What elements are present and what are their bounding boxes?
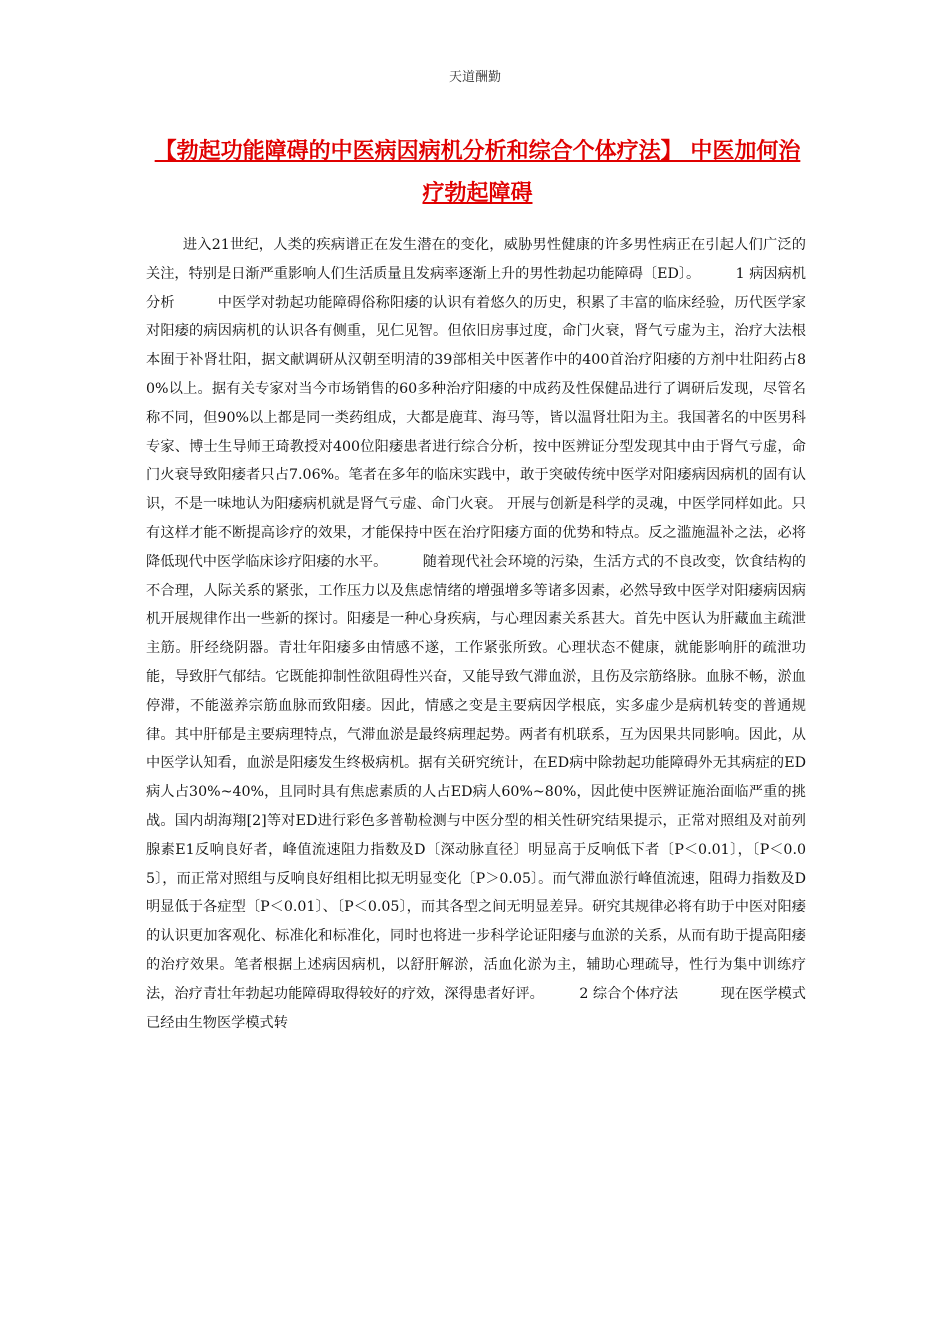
page-header: 天道酬勤 — [448, 70, 501, 85]
document-body: 进入21世纪，人类的疾病谱正在发生潜在的变化，威胁男性健康的许多男性病正在引起人们广泛的关注，特别是日渐严重影响人们生活质量且发病率逐渐上升的男性勃起功能障碍〔ED〕。 1 病因病机分析 中医学对勃起功能障碍俗称阳痿的认识有着悠久的历史，积累了丰富的临床经验，历代医学家对阳痿的病因病机的认识各有侧重，见仁见智。但依旧房事过度，命门火衰，肾气亏虚为主，治疗大法根本囿于补肾壮阳，据文献调研从汉朝至明清的39部相关中医著作中的400首治疗阳痿的方剂中壮阳药占80%以上。据有关专家对当今市场销售的60多种治疗阳痿的中成药及性保健品进行了调研后发现，尽管名称不同，但90%以上都是同一类药组成，大都是鹿茸、海马等，皆以温肾壮阳为主。我国著名的中医男科专家、博士生导师王琦教授对400位阳痿患者进行综合分析，按中医辨证分型发现其中由于肾气亏虚，命门火衰导致阳痿者只占7.06%。笔者在多年的临床实践中，敢于突破传统中医学对阳痿病因病机的固有认识，不是一味地认为阳痿病机就是肾气亏虚、命门火衰。 开展与创新是科学的灵魂，中医学同样如此。只有这样才能不断提高诊疗的效果，才能保持中医在治疗阳痿方面的优势和特点。反之滥施温补之法，必将降低现代中医学临床诊疗阳痿的水平。 随着现代社会环境的污染，生活方式的不良改变，饮食结构的不合理，人际关系的紧张，工作压力以及焦虑情绪的增强增多等诸多因素，必然导致中医学对阳痿病因病机开展规律作出一些新的探讨。阳痿是一种心身疾病，与心理因素关系甚大。首先中医认为肝藏血主疏泄主筋。肝经绕阴器。青壮年阳痿多由情感不遂，工作紧张所致。心理状态不健康，就能影响肝的疏泄功能，导致肝气郁结。它既能抑制性欲阻碍性兴奋，又能导致气滞血淤，且伤及宗筋络脉。血脉不畅，淤血停滞，不能滋养宗筋血脉而致阳痿。因此，情感之变是主要病因学根底，实多虚少是病机转变的普通规律。其中肝郁是主要病理特点，气滞血淤是最终病理起势。两者有机联系，互为因果共同影响。因此，从中医学认知看，血淤是阳痿发生终极病机。据有关研究统计，在ED病中除勃起功能障碍外无其病症的ED病人占30%~40%，且同时具有焦虑素质的人占ED病人60%~80%，因此使中医辨证施治面临严重的挑战。国内胡海翔[2]等对ED进行彩色多普勒检测与中医分型的相关性研究结果提示，正常对照组及对前列腺素E1反响良好者，峰值流速阻力指数及D〔深动脉直径〕明显高于反响低下者〔P＜0.01〕，〔P＜0.05〕，而正常对照组与反响良好组相比拟无明显变化〔P＞0.05〕。而气滞血淤行峰值流速，阻碍力指数及D明显低于各症型〔P＜0.01〕、〔P＜0.05〕，而其各型之间无明显差异。研究其规律必将有助于中医对阳痿的认识更加客观化、标准化和标准化，同时也将进一步科学论证阳痿与血淤的关系，从而有助于提高阳痿的治疗效果。笔者根据上述病因病机，以舒肝解淤，活血化淤为主，辅助心理疏导，性行为集中训练疗法，治疗青壮年勃起功能障碍取得较好的疗效，深得患者好评。 2 综合个体疗法 现在医学模式已经由生物医学模式转 — [146, 237, 806, 1031]
document-title: 【勃起功能障碍的中医病因病机分析和综合个体疗法】 中医加何治疗勃起障碍 — [154, 139, 801, 206]
